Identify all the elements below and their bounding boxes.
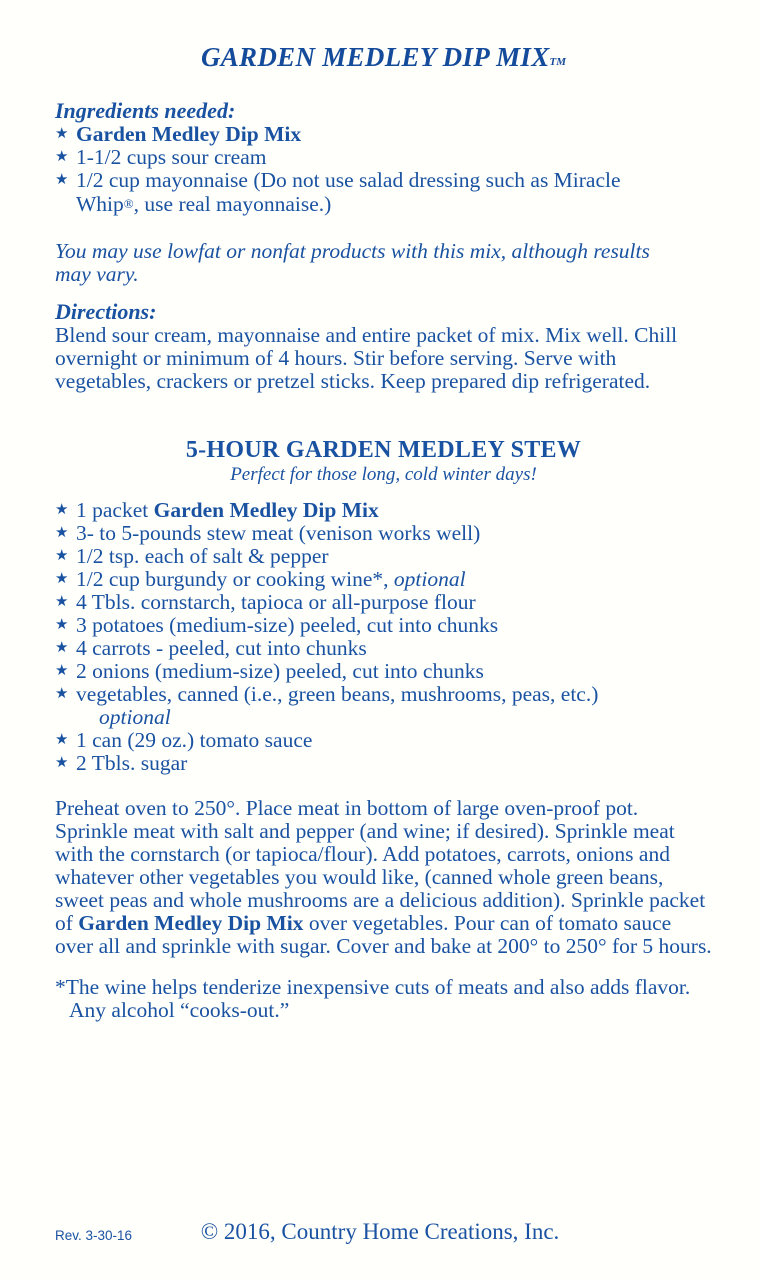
star-bullet-icon: ★ — [55, 525, 69, 541]
ingredient-text-part: 1/2 cup burgundy or cooking wine*, — [76, 567, 394, 591]
ingredient-text-part: 1/2 cup mayonnaise (Do not use salad dressing such as Miracle Whip — [76, 168, 621, 216]
stew-ingredient-row — [55, 683, 715, 729]
star-bullet-icon: ★ — [55, 755, 69, 771]
star-bullet-icon: ★ — [55, 640, 69, 656]
dip-mix-title-text: GARDEN MEDLEY DIP MIX — [200, 42, 550, 72]
stew-directions-part: Preheat oven to 250°. Place meat in bottom of large oven-proof pot. Sprinkle meat with salt and pepper (and wine; if desired). Sprinkle meat with the cornstarch (or tapioca/flour). Add potatoes, carrots, onions and whatever other vegetables you would like, (canned whole green beans, sweet peas and whole mushrooms are a delicious addition). Sprinkle packet of — [55, 796, 706, 935]
revision-label: Rev. 3-30-16 — [55, 1228, 133, 1243]
ingredient-row — [55, 146, 670, 169]
stew-ingredient-row — [55, 752, 715, 775]
ingredient-row — [55, 169, 670, 216]
star-bullet-icon: ★ — [55, 617, 69, 633]
ingredient-text: 3- to 5-pounds stew meat (venison works well) — [76, 521, 481, 545]
stew-ingredient-row — [55, 568, 715, 591]
ingredient-row — [55, 123, 670, 146]
stew-directions-bold: Garden Medley Dip Mix — [78, 911, 304, 935]
ingredient-text: 4 carrots - peeled, cut into chunks — [76, 636, 367, 660]
stew-ingredient-row — [55, 545, 715, 568]
stew-ingredient-row — [55, 729, 715, 752]
ingredient-text-part: vegetables, canned (i.e., green beans, mushrooms, peas, etc.) — [76, 682, 599, 706]
star-bullet-icon: ★ — [55, 594, 69, 610]
stew-ingredient-row — [55, 591, 715, 614]
card-footer — [0, 1218, 760, 1258]
stew-ingredient-row — [55, 660, 715, 683]
registered-symbol: ® — [123, 196, 134, 211]
ingredient-text — [76, 499, 715, 522]
star-bullet-icon: ★ — [55, 126, 69, 142]
star-bullet-icon: ★ — [55, 548, 69, 564]
star-bullet-icon: ★ — [55, 663, 69, 679]
star-bullet-icon: ★ — [55, 686, 69, 702]
ingredient-text: 4 Tbls. cornstarch, tapioca or all-purpose flour — [76, 590, 476, 614]
ingredient-text-part: , use real mayonnaise.) — [133, 192, 332, 216]
trademark-symbol: TM — [549, 56, 567, 68]
stew-directions-part: over vegetables. Pour can of tomato sauce over all and sprinkle with sugar. Cover and bake at 200° to 250° for 5 hours. — [55, 911, 712, 958]
ingredient-text — [76, 683, 715, 729]
dip-mix-title — [55, 42, 712, 77]
ingredient-text: 2 Tbls. sugar — [76, 751, 188, 775]
star-bullet-icon: ★ — [55, 502, 69, 518]
ingredient-text-part: 1 packet — [76, 498, 154, 522]
star-bullet-icon: ★ — [55, 732, 69, 748]
stew-title: 5-HOUR GARDEN MEDLEY STEW — [185, 437, 582, 463]
star-bullet-icon: ★ — [55, 149, 69, 165]
ingredient-text — [76, 169, 670, 216]
stew-ingredient-row — [55, 614, 715, 637]
dip-ingredient-list — [55, 123, 670, 216]
star-bullet-icon: ★ — [55, 172, 69, 188]
ingredient-text — [76, 568, 715, 591]
ingredient-bold-text: Garden Medley Dip Mix — [153, 498, 379, 522]
stew-subtitle: Perfect for those long, cold winter days! — [230, 464, 537, 485]
ingredients-heading: Ingredients needed: — [55, 98, 236, 123]
wine-footnote: *The wine helps tenderize inexpensive cuts of meats and also adds flavor. Any alcohol “cooks-out.” — [55, 975, 691, 1022]
ingredient-text: 3 potatoes (medium-size) peeled, cut into chunks — [76, 613, 499, 637]
stew-ingredient-list — [55, 499, 715, 775]
ingredient-text: 1/2 tsp. each of salt & pepper — [76, 544, 329, 568]
ingredient-text: 1 can (29 oz.) tomato sauce — [76, 728, 313, 752]
stew-ingredient-row — [55, 499, 715, 522]
copyright-notice: © 2016, Country Home Creations, Inc. — [200, 1219, 560, 1244]
optional-label: optional — [99, 705, 171, 729]
dip-directions: Blend sour cream, mayonnaise and entire packet of mix. Mix well. Chill overnight or minimum of 4 hours. Stir before serving. Serve with vegetables, crackers or pretzel sticks. Keep prepared dip refrigerated. — [55, 323, 678, 393]
stew-directions — [55, 797, 712, 958]
directions-heading: Directions: — [55, 299, 157, 324]
stew-ingredient-row — [55, 637, 715, 660]
ingredient-bold-text: Garden Medley Dip Mix — [76, 122, 302, 146]
ingredient-text: 2 onions (medium-size) peeled, cut into chunks — [76, 659, 484, 683]
lowfat-note: You may use lowfat or nonfat products with this mix, although results may vary. — [55, 239, 650, 286]
ingredient-italic-text: optional — [393, 567, 466, 591]
star-bullet-icon: ★ — [55, 571, 69, 587]
ingredient-text: 1-1/2 cups sour cream — [76, 145, 267, 169]
ingredient-text — [76, 123, 670, 146]
stew-ingredient-row — [55, 522, 715, 545]
